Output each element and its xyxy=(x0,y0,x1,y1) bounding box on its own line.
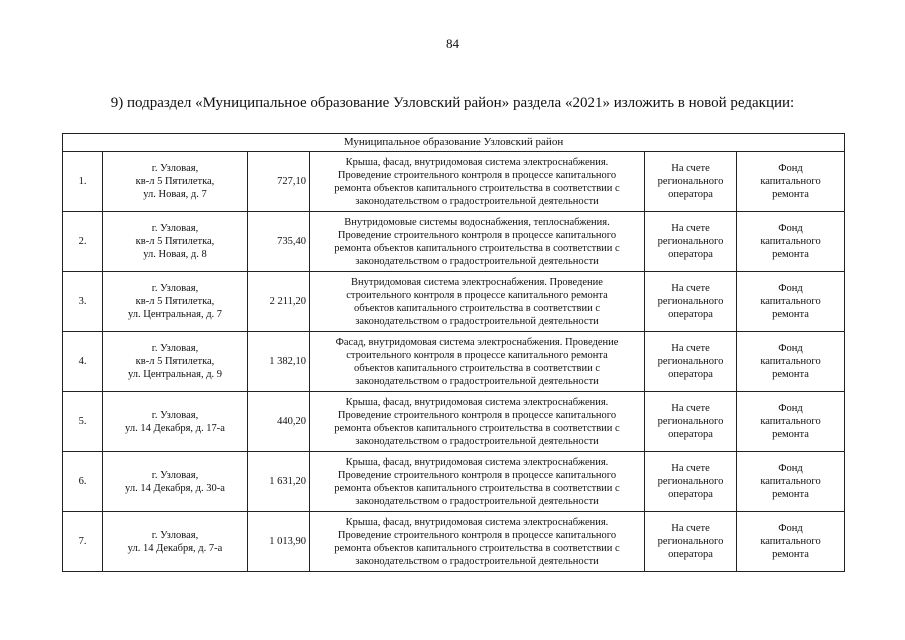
work-description-cell xyxy=(310,272,645,332)
work-description-cell-line: объектов капитального строительства в соответствии с xyxy=(354,302,600,314)
work-description-cell-line: Проведение строительного контроля в процессе капитального xyxy=(337,229,617,241)
account-cell-line: регионального xyxy=(657,356,724,367)
work-description-cell-line: ремонта объектов капитального строительства в соответствии с xyxy=(334,422,620,434)
address-cell xyxy=(103,332,248,392)
work-description-cell-line: Крыша, фасад, внутридомовая система электроснабжения. xyxy=(345,456,609,468)
account-cell-line: На счете xyxy=(671,163,710,174)
funding-source-cell-line: ремонта xyxy=(772,369,809,380)
account-cell xyxy=(645,392,737,452)
address-cell-line: ул. 14 Декабря, д. 30-а xyxy=(125,482,225,494)
work-description-cell-line: ремонта объектов капитального строительства в соответствии с xyxy=(334,542,620,554)
account-cell-line: регионального xyxy=(657,476,724,487)
address-cell xyxy=(103,392,248,452)
address-cell-line: г. Узловая, xyxy=(151,343,199,354)
funding-source-cell-line: Фонд xyxy=(778,403,803,414)
funding-source-cell-line: Фонд xyxy=(778,343,803,354)
area-cell: 1 382,10 xyxy=(248,332,310,392)
work-description-cell-line: законодательством о градостроительной деятельности xyxy=(355,495,599,507)
account-cell-line: оператора xyxy=(668,549,713,560)
account-cell-line: регионального xyxy=(657,176,724,187)
address-cell-line: г. Узловая, xyxy=(151,409,199,421)
funding-source-cell-line: ремонта xyxy=(772,549,809,560)
work-description-cell-line: ремонта объектов капитального строительства в соответствии с xyxy=(334,242,620,254)
funding-source-cell xyxy=(737,272,845,332)
account-cell-line: регионального xyxy=(657,236,724,247)
work-description-cell-line: Проведение строительного контроля в процессе капитального xyxy=(337,469,617,481)
funding-source-cell-line: Фонд xyxy=(778,223,803,234)
address-cell-line: г. Узловая, xyxy=(151,283,199,294)
account-cell xyxy=(645,272,737,332)
table-row xyxy=(63,212,845,272)
intro-paragraph: 9) подраздел «Муниципальное образование Узловский район» раздела «2021» изложить в новой редакции: xyxy=(110,95,795,111)
address-cell xyxy=(103,212,248,272)
work-description-cell-line: Проведение строительного контроля в процессе капитального xyxy=(337,529,617,541)
page-number: 84 xyxy=(446,36,459,51)
work-description-cell-line: Внутридомовая система электроснабжения. Проведение xyxy=(351,276,603,288)
account-cell-line: регионального xyxy=(657,536,724,547)
table-row xyxy=(63,512,845,572)
funding-source-cell xyxy=(737,392,845,452)
funding-source-cell-line: капитального xyxy=(760,356,821,367)
row-number: 5. xyxy=(63,392,103,452)
funding-source-cell-line: ремонта xyxy=(772,429,809,440)
work-description-cell-line: Фасад, внутридомовая система электроснабжения. Проведение xyxy=(335,336,619,348)
work-description-cell-line: ремонта объектов капитального строительства в соответствии с xyxy=(334,482,620,494)
address-cell-line: г. Узловая, xyxy=(151,223,199,234)
table-row xyxy=(63,452,845,512)
funding-source-cell-line: ремонта xyxy=(772,309,809,320)
address-cell xyxy=(103,152,248,212)
table-row xyxy=(63,152,845,212)
funding-source-cell xyxy=(737,512,845,572)
work-description-cell-line: законодательством о градостроительной деятельности xyxy=(355,195,599,207)
work-description-cell-line: законодательством о градостроительной деятельности xyxy=(355,255,599,267)
row-number: 3. xyxy=(63,272,103,332)
work-description-cell xyxy=(310,332,645,392)
work-description-cell-line: Проведение строительного контроля в процессе капитального xyxy=(337,409,617,421)
address-cell-line: г. Узловая, xyxy=(151,163,199,174)
account-cell xyxy=(645,212,737,272)
work-description-cell xyxy=(310,392,645,452)
work-description-cell-line: объектов капитального строительства в соответствии с xyxy=(354,362,600,374)
work-description-cell-line: ремонта объектов капитального строительства в соответствии с xyxy=(334,182,620,194)
account-cell-line: оператора xyxy=(668,429,713,440)
account-cell-line: оператора xyxy=(668,189,713,200)
account-cell-line: На счете xyxy=(671,463,710,474)
work-description-cell-line: законодательством о градостроительной деятельности xyxy=(355,315,599,327)
address-cell-line: кв-л 5 Пятилетка, xyxy=(135,296,215,307)
account-cell-line: На счете xyxy=(671,283,710,294)
work-description-cell-line: строительного контроля в процессе капитального ремонта xyxy=(346,289,608,301)
account-cell-line: оператора xyxy=(668,309,713,320)
work-description-cell-line: Крыша, фасад, внутридомовая система электроснабжения. xyxy=(345,516,609,528)
table-caption: Муниципальное образование Узловский район xyxy=(63,134,845,152)
funding-source-cell-line: ремонта xyxy=(772,189,809,200)
funding-source-cell xyxy=(737,452,845,512)
work-description-cell-line: Внутридомовые системы водоснабжения, теплоснабжения. xyxy=(344,216,610,228)
account-cell-line: На счете xyxy=(671,223,710,234)
address-cell xyxy=(103,512,248,572)
area-cell: 735,40 xyxy=(248,212,310,272)
table-row xyxy=(63,392,845,452)
area-cell: 2 211,20 xyxy=(248,272,310,332)
funding-source-cell xyxy=(737,152,845,212)
address-cell-line: ул. 14 Декабря, д. 7-а xyxy=(127,542,223,554)
funding-source-cell-line: ремонта xyxy=(772,489,809,500)
address-cell xyxy=(103,272,248,332)
area-cell: 440,20 xyxy=(248,392,310,452)
work-description-cell-line: Крыша, фасад, внутридомовая система электроснабжения. xyxy=(345,156,609,168)
address-cell xyxy=(103,452,248,512)
account-cell-line: оператора xyxy=(668,489,713,500)
address-cell-line: г. Узловая, xyxy=(151,469,199,481)
area-cell: 1 013,90 xyxy=(248,512,310,572)
row-number: 1. xyxy=(63,152,103,212)
work-description-cell-line: строительного контроля в процессе капитального ремонта xyxy=(346,349,608,361)
repair-table xyxy=(62,133,845,572)
work-description-cell xyxy=(310,452,645,512)
account-cell-line: На счете xyxy=(671,523,710,534)
work-description-cell xyxy=(310,212,645,272)
funding-source-cell-line: капитального xyxy=(760,476,821,487)
work-description-cell-line: законодательством о градостроительной деятельности xyxy=(355,555,599,567)
funding-source-cell-line: капитального xyxy=(760,536,821,547)
funding-source-cell-line: Фонд xyxy=(778,283,803,294)
work-description-cell-line: законодательством о градостроительной деятельности xyxy=(355,435,599,447)
account-cell xyxy=(645,452,737,512)
funding-source-cell-line: капитального xyxy=(760,176,821,187)
account-cell-line: оператора xyxy=(668,369,713,380)
funding-source-cell xyxy=(737,332,845,392)
work-description-cell xyxy=(310,152,645,212)
address-cell-line: г. Узловая, xyxy=(151,529,199,541)
row-number: 6. xyxy=(63,452,103,512)
account-cell-line: регионального xyxy=(657,296,724,307)
row-number: 7. xyxy=(63,512,103,572)
row-number: 4. xyxy=(63,332,103,392)
account-cell-line: На счете xyxy=(671,403,710,414)
funding-source-cell-line: Фонд xyxy=(778,163,803,174)
address-cell-line: ул. 14 Декабря, д. 17-а xyxy=(125,422,225,434)
address-cell-line: кв-л 5 Пятилетка, xyxy=(135,236,215,247)
work-description-cell-line: Проведение строительного контроля в процессе капитального xyxy=(337,169,617,181)
work-description-cell xyxy=(310,512,645,572)
address-cell-line: ул. Новая, д. 8 xyxy=(143,249,207,260)
funding-source-cell-line: Фонд xyxy=(778,463,803,474)
account-cell-line: На счете xyxy=(671,343,710,354)
address-cell-line: ул. Центральная, д. 7 xyxy=(127,309,223,320)
work-description-cell-line: Крыша, фасад, внутридомовая система электроснабжения. xyxy=(345,396,609,408)
table-caption-row xyxy=(63,134,845,152)
address-cell-line: кв-л 5 Пятилетка, xyxy=(135,356,215,367)
row-number: 2. xyxy=(63,212,103,272)
funding-source-cell-line: Фонд xyxy=(778,523,803,534)
funding-source-cell-line: капитального xyxy=(760,296,821,307)
funding-source-cell-line: капитального xyxy=(760,416,821,427)
area-cell: 727,10 xyxy=(248,152,310,212)
funding-source-cell xyxy=(737,212,845,272)
address-cell-line: ул. Новая, д. 7 xyxy=(143,189,207,200)
account-cell xyxy=(645,512,737,572)
account-cell-line: регионального xyxy=(657,416,724,427)
table-row xyxy=(63,332,845,392)
table-row xyxy=(63,272,845,332)
address-cell-line: кв-л 5 Пятилетка, xyxy=(135,176,215,187)
funding-source-cell-line: ремонта xyxy=(772,249,809,260)
funding-source-cell-line: капитального xyxy=(760,236,821,247)
address-cell-line: ул. Центральная, д. 9 xyxy=(127,369,223,380)
account-cell-line: оператора xyxy=(668,249,713,260)
account-cell xyxy=(645,332,737,392)
work-description-cell-line: законодательством о градостроительной деятельности xyxy=(355,375,599,387)
account-cell xyxy=(645,152,737,212)
area-cell: 1 631,20 xyxy=(248,452,310,512)
